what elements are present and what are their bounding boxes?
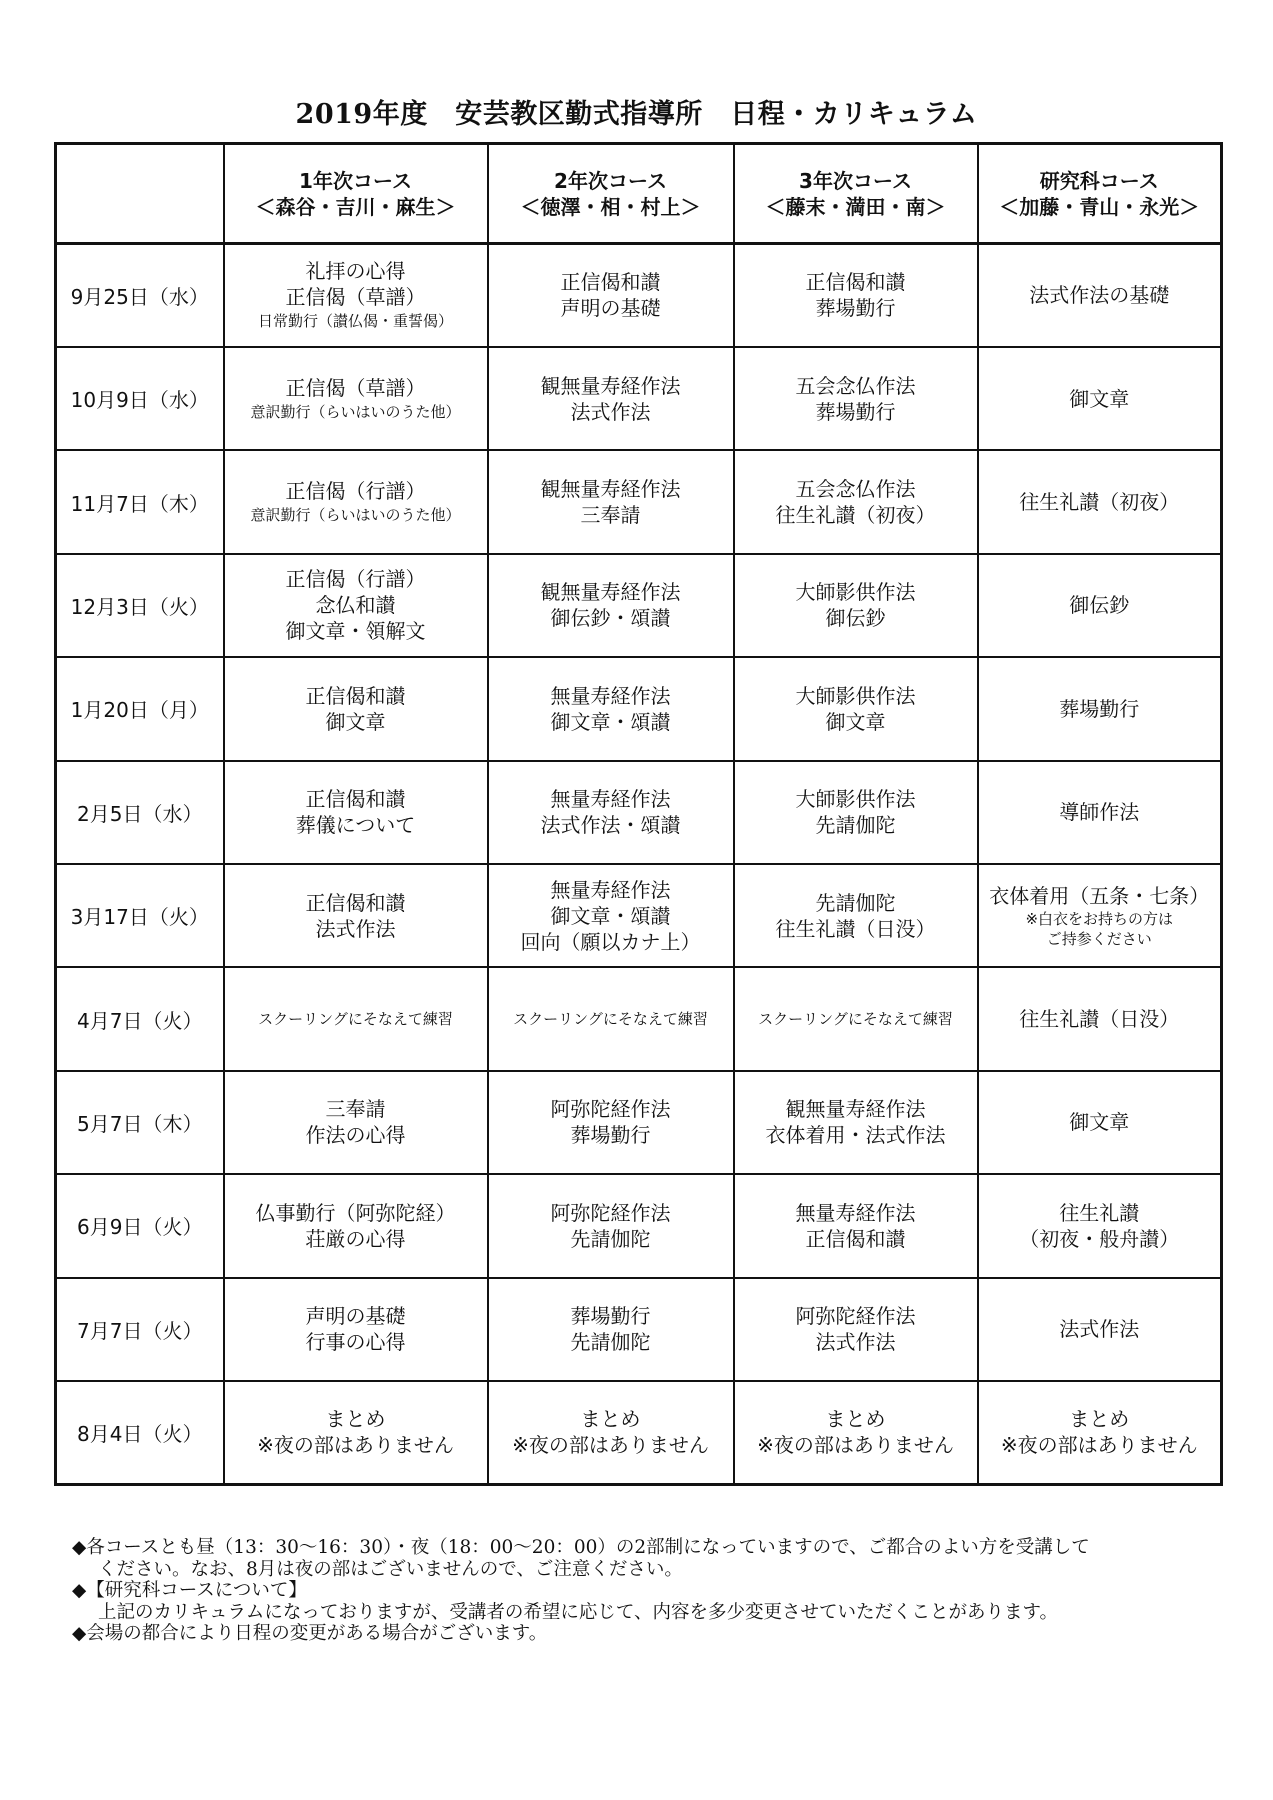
cell-line: 正信偈（草譜） bbox=[285, 285, 426, 310]
schedule-row bbox=[56, 1174, 1222, 1277]
cell-line: 往生礼讃（初夜） bbox=[1019, 490, 1180, 515]
course-cell bbox=[224, 244, 488, 347]
cell-line: 先請伽陀 bbox=[815, 813, 896, 838]
course-cell bbox=[488, 967, 734, 1070]
course-cell bbox=[224, 1174, 488, 1277]
cell-line: 法式作法・頌讃 bbox=[540, 813, 681, 838]
schedule-row bbox=[56, 450, 1222, 553]
course-cell bbox=[224, 1381, 488, 1485]
course-header-3 bbox=[734, 144, 978, 244]
course-cell bbox=[978, 450, 1222, 553]
cell-line: 観無量寿経作法 bbox=[540, 580, 681, 605]
notes-section bbox=[72, 1537, 1232, 1645]
course-cell bbox=[734, 554, 978, 657]
cell-line: 日常勤行（讃仏偈・重誓偈） bbox=[257, 312, 453, 331]
course-cell bbox=[978, 554, 1222, 657]
cell-line: 大師影供作法 bbox=[795, 787, 916, 812]
cell-line: 意訳勤行（らいはいのうた他） bbox=[250, 506, 461, 525]
cell-line: 正信偈（行譜） bbox=[285, 567, 426, 592]
course-cell bbox=[224, 1278, 488, 1381]
cell-line: 往生礼讃（日没） bbox=[1019, 1007, 1180, 1032]
cell-line: 葬場勤行 bbox=[815, 296, 896, 321]
course-header-1 bbox=[224, 144, 488, 244]
schedule-row bbox=[56, 1381, 1222, 1485]
course-cell bbox=[734, 864, 978, 967]
schedule-body bbox=[56, 244, 1222, 1485]
cell-line: 大師影供作法 bbox=[795, 580, 916, 605]
course-cell bbox=[734, 1381, 978, 1485]
cell-line: ※夜の部はありません bbox=[1000, 1433, 1198, 1458]
cell-line: 御文章 bbox=[325, 709, 386, 734]
date-cell: 4月7日（火） bbox=[56, 967, 224, 1070]
course-cell bbox=[488, 1071, 734, 1174]
course-cell bbox=[734, 657, 978, 760]
cell-line: 無量寿経作法 bbox=[795, 1200, 916, 1225]
cell-line: まとめ bbox=[825, 1407, 886, 1432]
cell-line: スクーリングにそなえて練習 bbox=[758, 1010, 953, 1029]
note-line: ◆【研究科コースについて】 bbox=[72, 1580, 307, 1601]
course-cell bbox=[978, 347, 1222, 450]
cell-line: 正信偈和讃 bbox=[805, 270, 906, 295]
cell-line: 御伝鈔・頌讃 bbox=[550, 606, 671, 631]
date-cell: 12月3日（火） bbox=[56, 554, 224, 657]
cell-line: 三奉請 bbox=[580, 503, 641, 528]
cell-line: 念仏和讃 bbox=[315, 593, 396, 618]
course-cell bbox=[224, 761, 488, 864]
cell-line: ご持参ください bbox=[1046, 929, 1152, 948]
cell-line: 仏事勤行（阿弥陀経） bbox=[255, 1200, 456, 1225]
course-cell bbox=[734, 1278, 978, 1381]
course-cell bbox=[224, 450, 488, 553]
cell-line: 衣体着用（五条・七条） bbox=[989, 883, 1210, 908]
cell-line: 御文章・頌讃 bbox=[550, 903, 671, 928]
course-cell bbox=[224, 347, 488, 450]
cell-line: 往生礼讃（初夜） bbox=[775, 503, 936, 528]
course-cell bbox=[734, 1174, 978, 1277]
date-cell: 3月17日（火） bbox=[56, 864, 224, 967]
cell-line: 葬場勤行 bbox=[1059, 696, 1140, 721]
cell-line: 正信偈和讃 bbox=[305, 890, 406, 915]
schedule-row bbox=[56, 554, 1222, 657]
course-cell bbox=[224, 967, 488, 1070]
date-cell: 7月7日（火） bbox=[56, 1278, 224, 1381]
cell-line: 法式作法 bbox=[1059, 1317, 1140, 1342]
date-cell: 8月4日（火） bbox=[56, 1381, 224, 1485]
cell-line: 観無量寿経作法 bbox=[540, 373, 681, 398]
cell-line: 大師影供作法 bbox=[795, 683, 916, 708]
cell-line: 御文章 bbox=[1069, 386, 1130, 411]
cell-line: まとめ bbox=[580, 1407, 641, 1432]
course-cell bbox=[734, 347, 978, 450]
course-teachers: ＜徳澤・相・村上＞ bbox=[520, 194, 701, 219]
page-title: 2019年度 安芸教区勤式指導所 日程・カリキュラム bbox=[295, 99, 978, 130]
course-cell bbox=[488, 657, 734, 760]
course-cell bbox=[978, 244, 1222, 347]
course-cell bbox=[978, 657, 1222, 760]
course-cell bbox=[978, 761, 1222, 864]
cell-line: スクーリングにそなえて練習 bbox=[258, 1010, 453, 1029]
course-cell bbox=[488, 1381, 734, 1485]
course-cell bbox=[488, 244, 734, 347]
date-cell: 5月7日（木） bbox=[56, 1071, 224, 1174]
course-cell bbox=[978, 1278, 1222, 1381]
cell-line: 御文章・頌讃 bbox=[550, 709, 671, 734]
cell-line: 正信偈和讃 bbox=[805, 1226, 906, 1251]
course-cell bbox=[488, 761, 734, 864]
note-line: ◆会場の都合により日程の変更がある場合がございます。 bbox=[72, 1623, 548, 1644]
note-line: ください。なお、8月は夜の部はございませんので、ご注意ください。 bbox=[98, 1558, 683, 1580]
schedule-row bbox=[56, 1278, 1222, 1381]
cell-line: 往生礼讃 bbox=[1059, 1200, 1140, 1225]
corner-cell bbox=[56, 144, 224, 244]
cell-line: 回向（願以カナ上） bbox=[520, 929, 701, 954]
course-teachers: ＜藤末・満田・南＞ bbox=[765, 194, 946, 219]
cell-line: 行事の心得 bbox=[305, 1330, 406, 1355]
cell-line: 葬場勤行 bbox=[815, 399, 896, 424]
cell-line: （初夜・般舟讃） bbox=[1019, 1226, 1180, 1251]
course-cell bbox=[488, 864, 734, 967]
course-header-4 bbox=[978, 144, 1222, 244]
schedule-row bbox=[56, 761, 1222, 864]
course-cell bbox=[224, 657, 488, 760]
course-cell bbox=[978, 967, 1222, 1070]
schedule-row bbox=[56, 1071, 1222, 1174]
course-cell bbox=[734, 450, 978, 553]
cell-line: ※夜の部はありません bbox=[757, 1433, 954, 1458]
cell-line: 礼拝の心得 bbox=[305, 259, 406, 284]
cell-line: 葬場勤行 bbox=[570, 1123, 651, 1148]
course-name: 2年次コース bbox=[554, 168, 667, 193]
course-name: 1年次コース bbox=[299, 168, 412, 193]
cell-line: 阿弥陀経作法 bbox=[550, 1200, 671, 1225]
cell-line: 法式作法 bbox=[315, 916, 396, 941]
schedule-row bbox=[56, 967, 1222, 1070]
course-cell bbox=[488, 554, 734, 657]
date-cell: 2月5日（水） bbox=[56, 761, 224, 864]
cell-line: 導師作法 bbox=[1059, 800, 1140, 825]
cell-line: 御伝鈔 bbox=[1069, 593, 1130, 618]
course-cell bbox=[488, 450, 734, 553]
cell-line: ※夜の部はありません bbox=[257, 1433, 454, 1458]
course-cell bbox=[488, 1174, 734, 1277]
cell-line: 衣体着用・法式作法 bbox=[765, 1123, 946, 1148]
cell-line: 先請伽陀 bbox=[570, 1330, 651, 1355]
course-teachers: ＜加藤・青山・永光＞ bbox=[999, 194, 1200, 219]
course-cell bbox=[734, 244, 978, 347]
cell-line: 正信偈（行譜） bbox=[285, 479, 426, 504]
cell-line: 法式作法の基礎 bbox=[1029, 283, 1170, 308]
cell-line: 無量寿経作法 bbox=[550, 683, 671, 708]
schedule-row bbox=[56, 347, 1222, 450]
course-cell bbox=[224, 864, 488, 967]
cell-line: スクーリングにそなえて練習 bbox=[513, 1010, 708, 1029]
date-cell: 11月7日（木） bbox=[56, 450, 224, 553]
cell-line: 三奉請 bbox=[325, 1097, 386, 1122]
course-cell bbox=[978, 1381, 1222, 1485]
course-cell bbox=[734, 967, 978, 1070]
cell-line: まとめ bbox=[1069, 1407, 1130, 1432]
cell-line: 御文章 bbox=[825, 709, 886, 734]
cell-line: まとめ bbox=[325, 1407, 386, 1432]
cell-line: 法式作法 bbox=[815, 1330, 896, 1355]
date-cell: 9月25日（水） bbox=[56, 244, 224, 347]
schedule-table bbox=[54, 142, 1223, 1486]
cell-line: 正信偈和讃 bbox=[305, 683, 406, 708]
schedule-row bbox=[56, 864, 1222, 967]
course-cell bbox=[224, 554, 488, 657]
cell-line: 御伝鈔 bbox=[825, 606, 886, 631]
course-cell bbox=[488, 347, 734, 450]
course-name: 3年次コース bbox=[799, 168, 912, 193]
cell-line: 御文章・領解文 bbox=[285, 619, 426, 644]
cell-line: 先請伽陀 bbox=[815, 890, 896, 915]
course-cell bbox=[978, 864, 1222, 967]
cell-line: 御文章 bbox=[1069, 1110, 1130, 1135]
course-cell bbox=[734, 761, 978, 864]
course-header-2 bbox=[488, 144, 734, 244]
cell-line: 無量寿経作法 bbox=[550, 787, 671, 812]
cell-line: 正信偈（草譜） bbox=[285, 375, 426, 400]
cell-line: ※夜の部はありません bbox=[512, 1433, 709, 1458]
course-cell bbox=[978, 1174, 1222, 1277]
course-cell bbox=[978, 1071, 1222, 1174]
cell-line: 往生礼讃（日没） bbox=[775, 916, 936, 941]
cell-line: 阿弥陀経作法 bbox=[550, 1097, 671, 1122]
cell-line: 無量寿経作法 bbox=[550, 877, 671, 902]
course-cell bbox=[734, 1071, 978, 1174]
cell-line: 五会念仏作法 bbox=[795, 477, 916, 502]
date-cell: 6月9日（火） bbox=[56, 1174, 224, 1277]
cell-line: 正信偈和讃 bbox=[560, 270, 661, 295]
cell-line: 意訳勤行（らいはいのうた他） bbox=[250, 402, 461, 421]
cell-line: 葬儀について bbox=[295, 813, 416, 838]
course-teachers: ＜森谷・吉川・麻生＞ bbox=[255, 194, 456, 219]
cell-line: 作法の心得 bbox=[305, 1123, 406, 1148]
cell-line: 五会念仏作法 bbox=[795, 373, 916, 398]
cell-line: 観無量寿経作法 bbox=[540, 477, 681, 502]
schedule-row bbox=[56, 657, 1222, 760]
course-cell bbox=[488, 1278, 734, 1381]
cell-line: 荘厳の心得 bbox=[305, 1226, 406, 1251]
cell-line: 法式作法 bbox=[570, 399, 651, 424]
cell-line: 葬場勤行 bbox=[570, 1304, 651, 1329]
note-line: 上記のカリキュラムになっておりますが、受講者の希望に応じて、内容を多少変更させていただくことがあります。 bbox=[98, 1601, 1058, 1623]
note-line: ◆各コースとも昼（13：30〜16：30）・夜（18：00〜20：00）の2部制になっていますので、ご都合のよい方を受講して bbox=[72, 1537, 1090, 1558]
cell-line: 声明の基礎 bbox=[305, 1304, 406, 1329]
course-cell bbox=[224, 1071, 488, 1174]
cell-line: ※白衣をお持ちの方は bbox=[1025, 909, 1174, 928]
cell-line: 阿弥陀経作法 bbox=[795, 1304, 916, 1329]
date-cell: 10月9日（水） bbox=[56, 347, 224, 450]
cell-line: 声明の基礎 bbox=[560, 296, 661, 321]
cell-line: 先請伽陀 bbox=[570, 1226, 651, 1251]
course-name: 研究科コース bbox=[1039, 168, 1159, 193]
date-cell: 1月20日（月） bbox=[56, 657, 224, 760]
header-row bbox=[56, 144, 1222, 244]
cell-line: 正信偈和讃 bbox=[305, 787, 406, 812]
cell-line: 観無量寿経作法 bbox=[785, 1097, 926, 1122]
schedule-row bbox=[56, 244, 1222, 347]
